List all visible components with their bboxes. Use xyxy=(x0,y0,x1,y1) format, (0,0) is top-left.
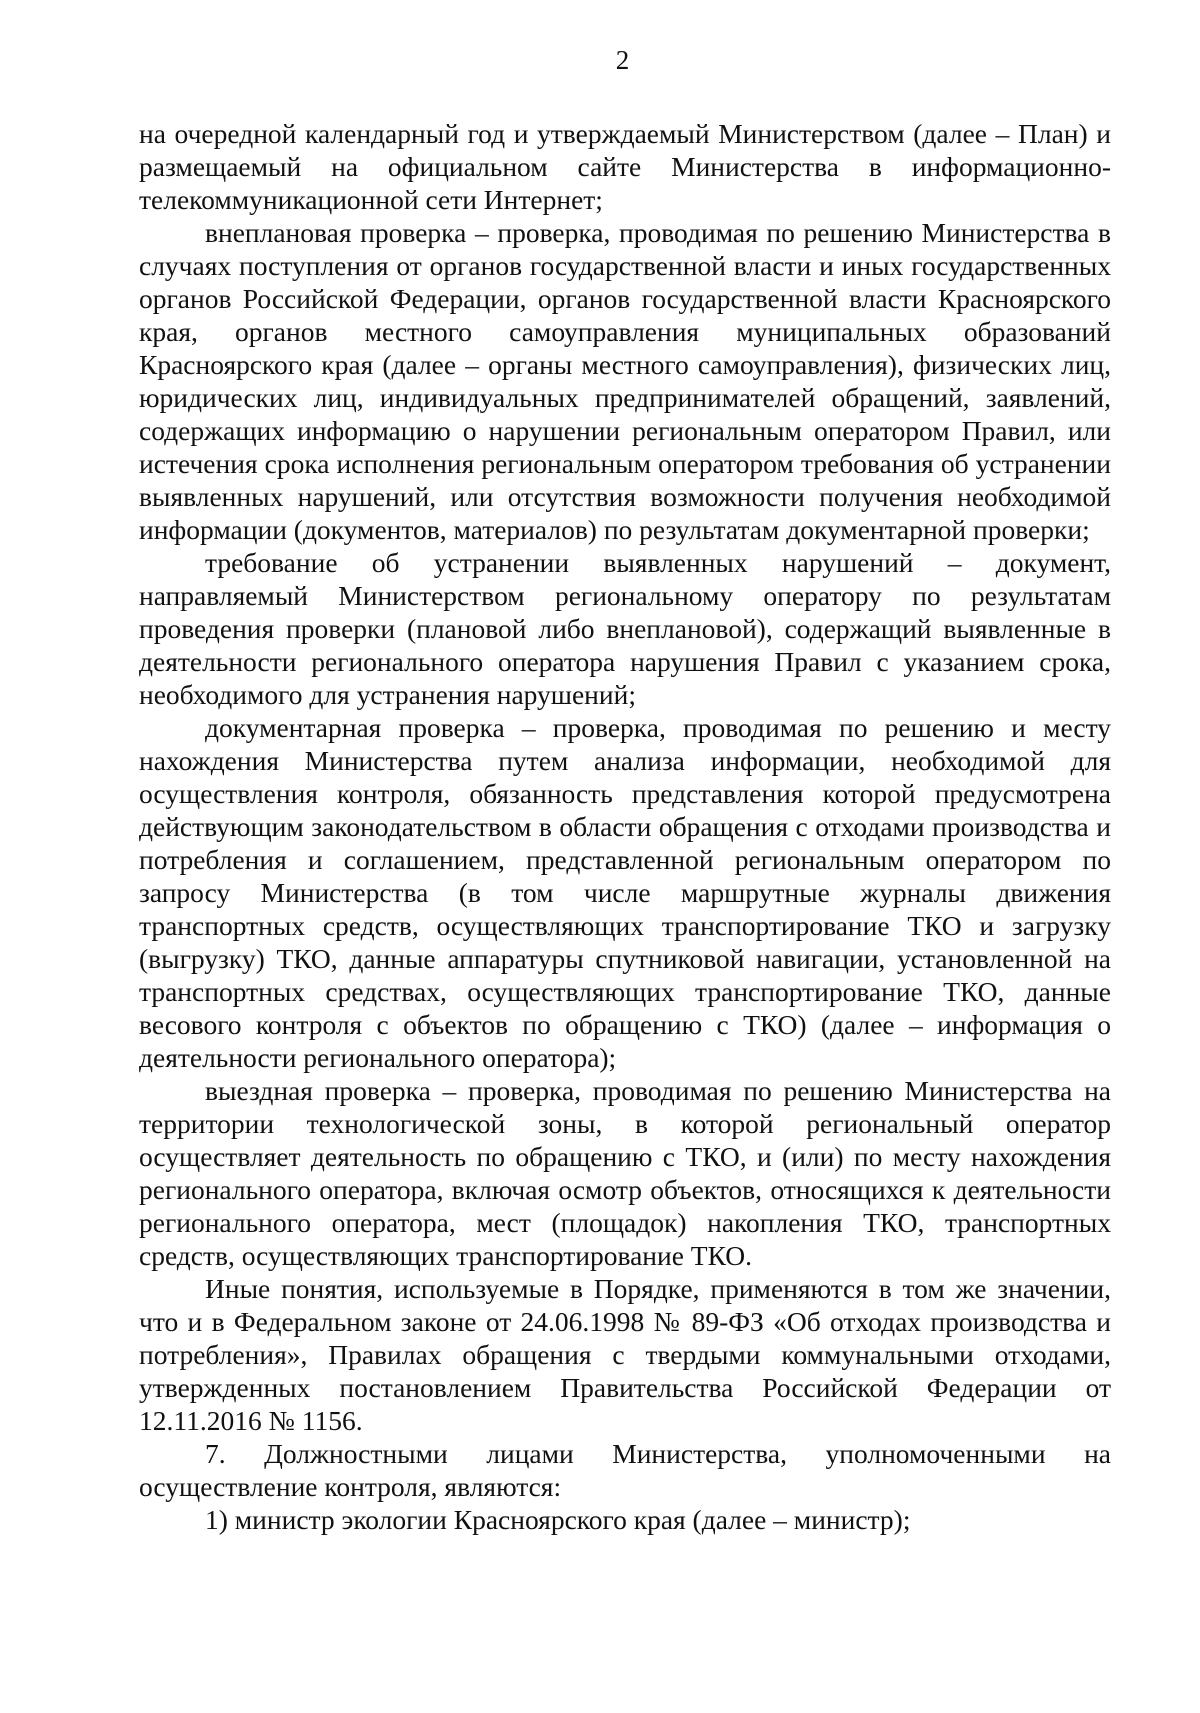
paragraph-documentary-inspection: документарная проверка – проверка, проводимая по решению и месту нахождения Министерства путем анализа информации, необходимой для осуществления контроля, обязанность представления которой предусмотрена действующим законодательством в области обращения с отходами производства и потребления и соглашением, представленной региональным оператором по запросу Министерства (в том числе маршрутные журналы движения транспортных средств, осуществляющих транспортирование ТКО и загрузку (выгрузку) ТКО, данные аппаратуры спутниковой навигации, установленной на транспортных средствах, осуществляющих транспортирование ТКО, данные весового контроля с объектов по обращению с ТКО) (далее – информация о деятельности регионального оператора); xyxy=(139,712,1111,1073)
page-number: 2 xyxy=(615,45,630,75)
paragraph-unscheduled-inspection: внеплановая проверка – проверка, проводимая по решению Министерства в случаях поступления от органов государственной власти и иных государственных органов Российской Федерации, органов государственной власти Красноярского края, органов местного самоуправления муниципальных образований Красноярского края (далее – органы местного самоуправления), физических лиц, юридических лиц, индивидуальных предпринимателей обращений, заявлений, содержащих информацию о нарушении региональным оператором Правил, или истечения срока исполнения региональным оператором требования об устранении выявленных нарушений, или отсутствия возможности получения необходимой информации (документов, материалов) по результатам документарной проверки; xyxy=(139,217,1111,545)
document-body xyxy=(139,117,1111,1536)
list-item-minister: 1) министр экологии Красноярского края (далее – министр); xyxy=(205,1504,911,1535)
paragraph-officials-item-7: 7. Должностными лицами Министерства, уполномоченными на осуществление контроля, являются: xyxy=(139,1438,1111,1502)
paragraph-field-inspection: выездная проверка – проверка, проводимая по решению Министерства на территории технологической зоны, в которой региональный оператор осуществляет деятельность по обращению с ТКО, и (или) по месту нахождения регионального оператора, включая осмотр объектов, относящихся к деятельности регионального оператора, мест (площадок) накопления ТКО, транспортных средств, осуществляющих транспортирование ТКО. xyxy=(139,1075,1111,1271)
paragraph-other-terms: Иные понятия, используемые в Порядке, применяются в том же значении, что и в Федеральном законе от 24.06.1998 № 89-ФЗ «Об отходах производства и потребления», Правилах обращения с твердыми коммунальными отходами, утвержденных постановлением Правительства Российской Федерации от 12.11.2016 № 1156. xyxy=(139,1273,1111,1436)
paragraph-plan-definition-continued: на очередной календарный год и утверждаемый Министерством (далее – План) и размещаемый на официальном сайте Министерства в информационно-телекоммуникационной сети Интернет; xyxy=(139,118,1111,215)
paragraph-elimination-requirement: требование об устранении выявленных нарушений – документ, направляемый Министерством региональному оператору по результатам проведения проверки (плановой либо внеплановой), содержащий выявленные в деятельности регионального оператора нарушения Правил с указанием срока, необходимого для устранения нарушений; xyxy=(139,547,1111,710)
